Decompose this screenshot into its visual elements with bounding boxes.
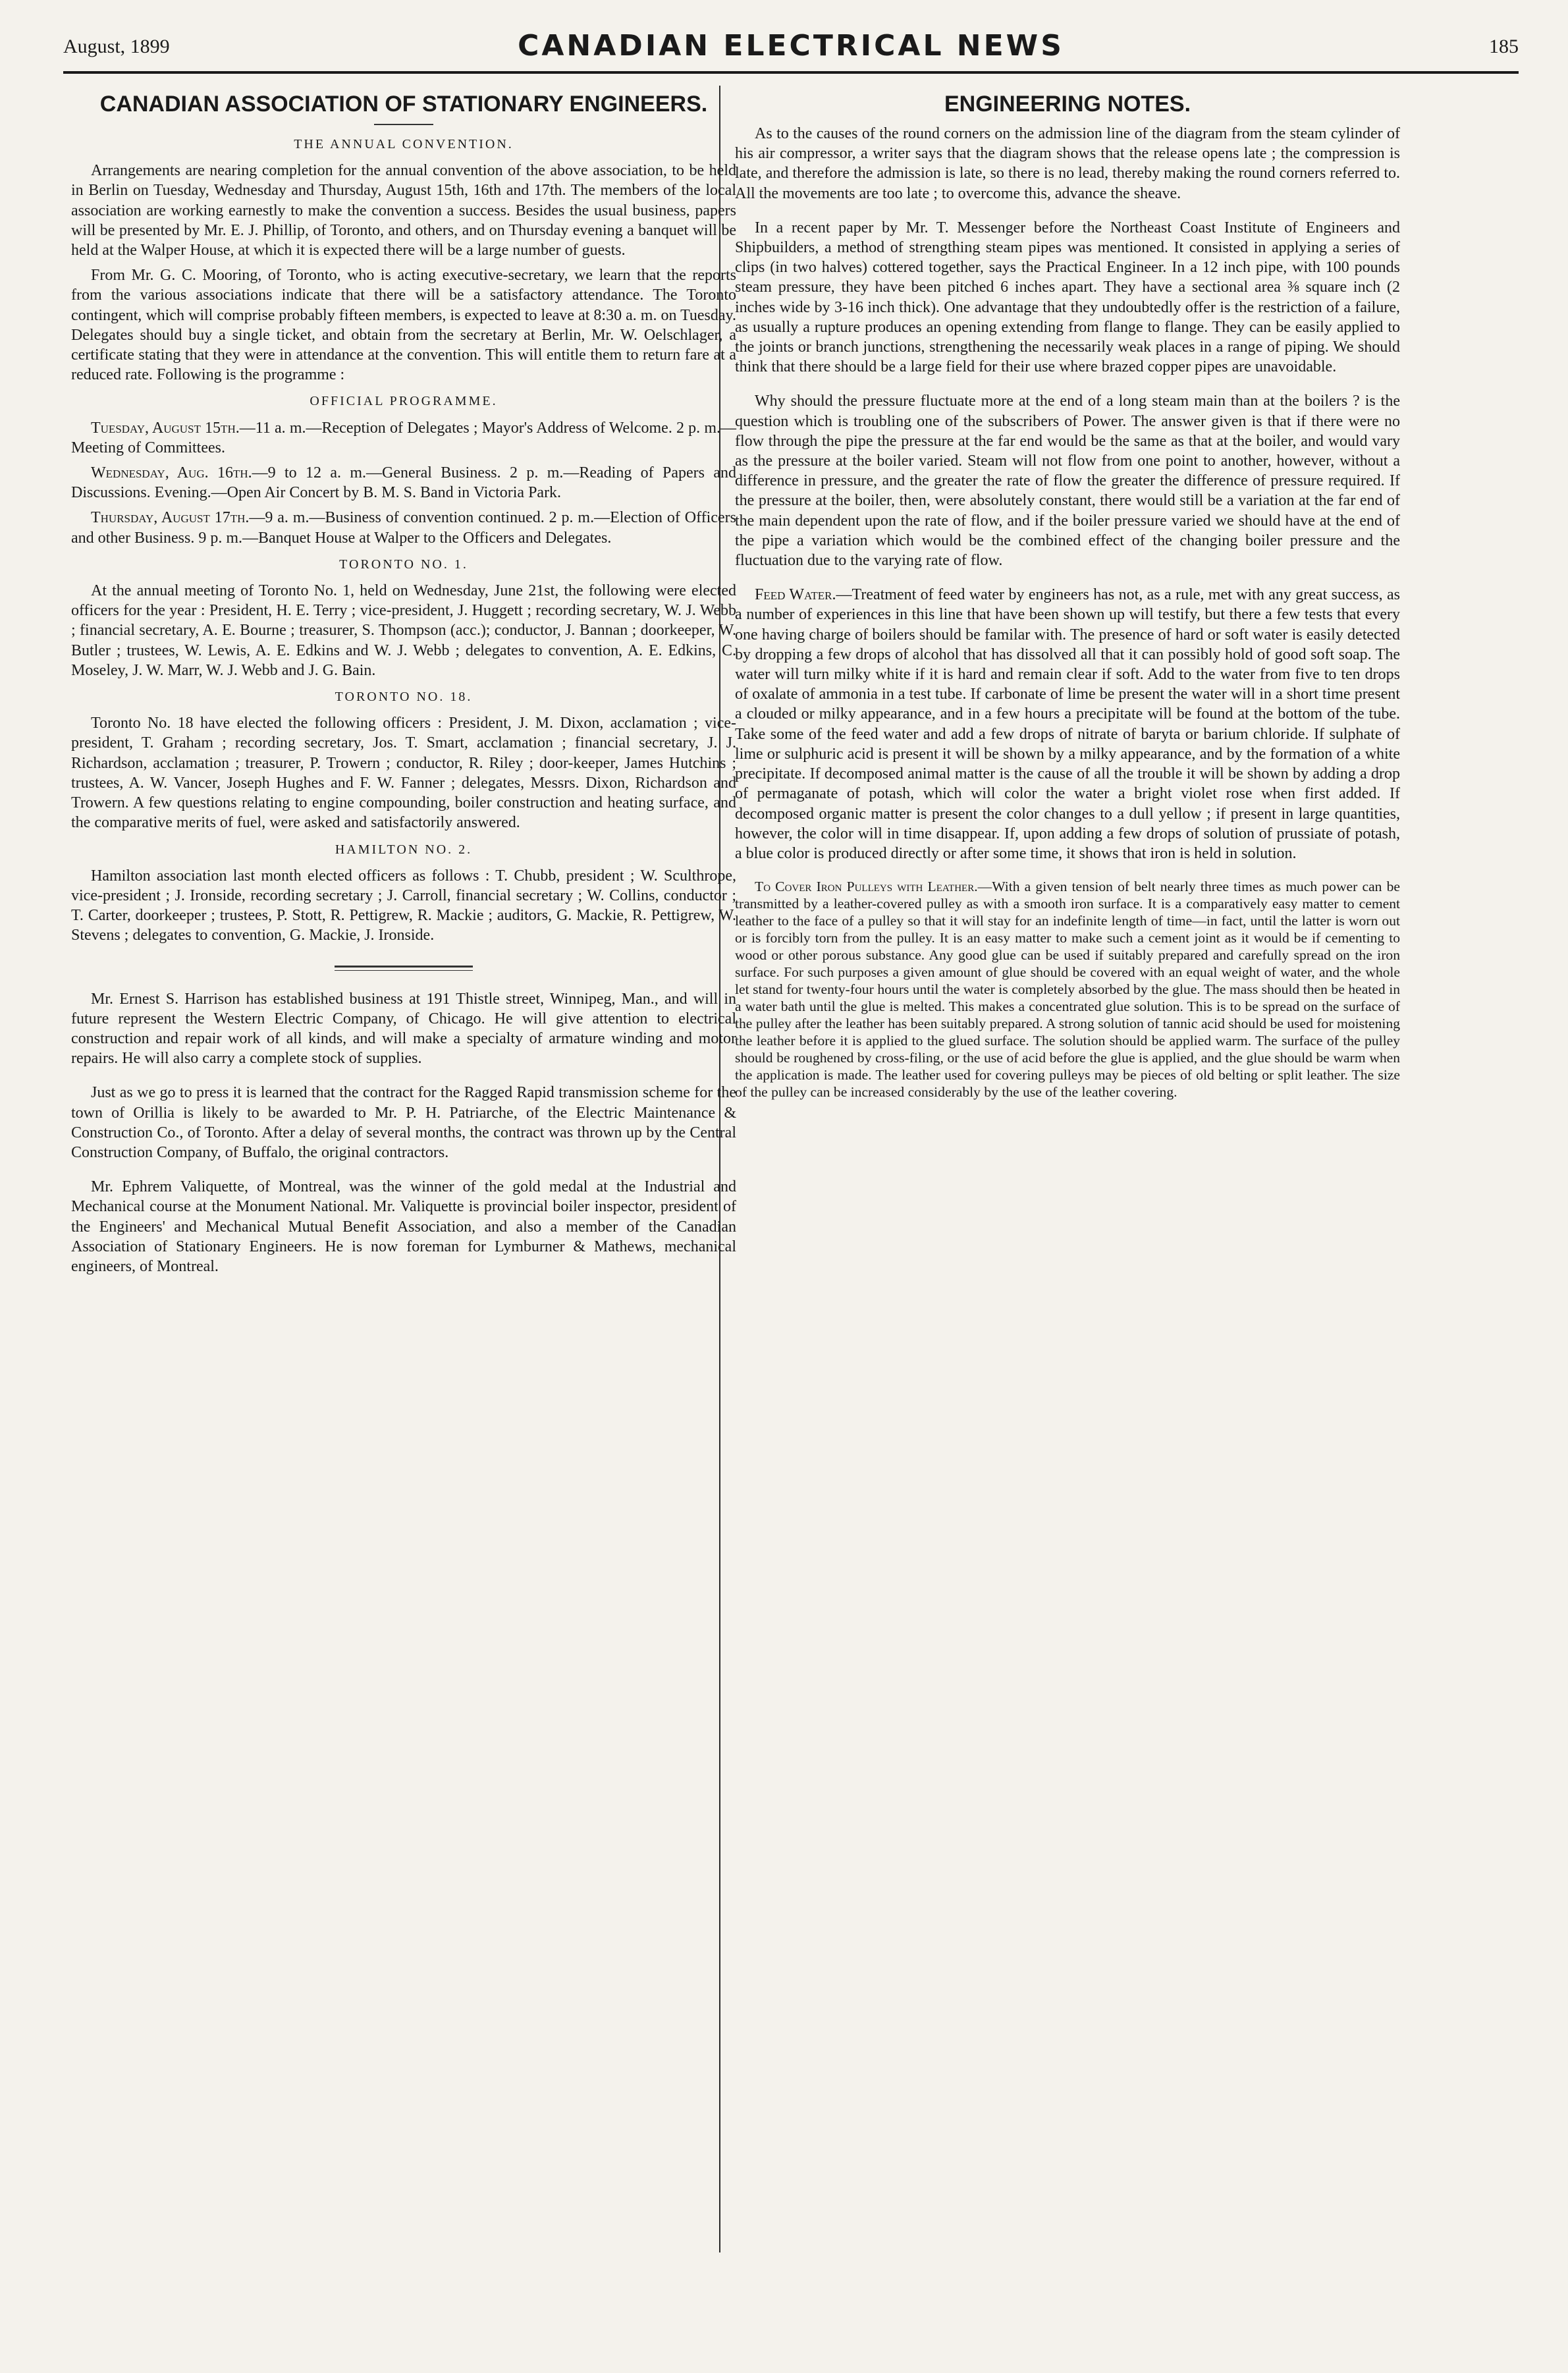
notes-paragraph-2: In a recent paper by Mr. T. Messenger before the Northeast Coast Institute of Engineers and Shipbuilders, a method of strengthing steam pipes was mentioned. It consisted in applying a series of clips (in two halves) cottered together, says the Practical Engineer. In a 12 inch pipe, with 100 pounds steam pressure, they have been pitched 6 inches apart. They have a sectional area ⅜ square inch (2 inches wide by 3-16 inch thick). One advantage that they undoubtedly offer is the restriction of a failure, as usually a rupture produces an opening extending from flange to flange. They can be easily applied to the joints or branch junctions, strengthening the necessarily weak places in a range of piping. We should think that there should be a large field for their use where brazed copper pipes are unavoidable. <box>735 219 1400 376</box>
subhead-toronto-1: TORONTO NO. 1. <box>339 557 468 572</box>
feed-water-text: —Treatment of feed water by engineers has not, as a rule, met with any great success, as a number of experiences in this line that have been shown up will testify, but there a few tests that every one having charge of boilers should be familar with. The presence of hard or soft water is easily detected by dropping a few drops of alcohol that has dissolved all that it can possibly hold of good soft soap. The water will turn milky white if it is hard and remain clear if soft. Add to the water from five to ten drops of oxalate of ammonia in a test tube. If carbonate of lime be present the water will in a short time present a clouded or milky appearance, and in a few hours a precipitate will be found at the bottom of the tube. Take some of the feed water and add a few drops of nitrate of baryta or barium chloride. If sulphate of lime or sulphuric acid is present it will be shown by a milky appearance, and by the formation of a white precipitate. If decomposed animal matter is the cause of all the trouble it will be shown by adding a drop of permaganate of potash, which will color the water a bright violet rose when first added. If decomposed organic matter is present the color changes to a dull yellow ; if present in large quantities, however, the color will in time disappear. If, upon adding a few drops of solution of prussiate of potash, a blue color is produced directly or after some time, it shows that iron is held in solution. <box>735 586 1400 862</box>
programme-wednesday-text: —9 to 12 a. m.—General Business. 2 p. m.—Reading of Papers and Discussions. Evening.—Open Air Concert by B. M. S. Band in Victoria Park. <box>71 464 737 502</box>
notes-paragraph-1: As to the causes of the round corners on the admission line of the diagram from the steam cylinder of his air compressor, a writer says that the diagram shows that the release opens late ; the compression is late, and therefore the admission is late, so there is no lead, thereby making the round corners referred to. All the movements are too late ; to overcome this, advance the sheave. <box>735 125 1400 202</box>
article-title-case: CANADIAN ASSOCIATION OF STATIONARY ENGINEERS. <box>99 92 708 117</box>
pulley-text: —With a given tension of belt nearly three times as much power can be transmitted by a leather-covered pulley as with a smooth iron surface. It is a comparatively easy matter to cement leather to the face of a pulley so that it will stay for an indefinite length of time—in fact, until the latter is worn out or is forcibly torn from the pulley. It is an easy matter to make such a cement joint as it would be if cementing to wood or other porous substance. Any good glue can be used if suitably prepared and carefully spread on the iron surface. For such purposes a given amount of glue should be covered with an equal weight of water, and the whole let stand for twenty-four hours until the water is completely absorbed by the glue. The mass should then be heated in a water bath until the glue is melted. This makes a concentrated glue solution. This is to be spread on the surface of the pulley after the leather has been suitably prepared. A strong solution of tannic acid should be used for moistening the leather before it is applied to the glued surface. The solution should be applied warm. The surface of the pulley should be roughened by cross-filing, or the use of acid before the glue is applied, and the glue should be warm when the application is made. The leather used for covering pulleys may be pieces of old belting or split leather. The size of the pulley can be increased considerably by the use of the leather covering. <box>735 879 1400 1101</box>
subhead-convention: THE ANNUAL CONVENTION. <box>294 137 514 151</box>
hamilton-2-paragraph: Hamilton association last month elected officers as follows : T. Chubb, president ; W. Sculthrope, vice-president ; J. Ironside, recording secretary ; J. Carroll, financial secretary ; W. Collins, conductor ; T. Carter, doorkeeper ; trustees, P. Stott, R. Pettigrew, R. Mackie ; auditors, G. Mackie, R. Pettigrew, W. Stevens ; delegates to convention, G. Mackie, J. Ironside. <box>71 867 736 944</box>
programme-tuesday-text: —11 a. m.—Reception of Delegates ; Mayor's Address of Welcome. 2 p. m.—Meeting of Committees. <box>71 419 736 456</box>
programme-wednesday <box>71 463 736 503</box>
toronto-18-paragraph: Toronto No. 18 have elected the following officers : President, J. M. Dixon, acclamation ; vice-president, T. Graham ; recording secretary, Jos. T. Smart, acclamation ; financial secretary, J. J. Richardson, acclamation ; treasurer, P. Trowern ; conductor, R. Riley ; door-keeper, James Hutchins ; trustees, A. W. Vancer, Joseph Hughes and F. W. Fanner ; delegates, Messrs. Dixon, Richardson and Trowern. A few questions relating to engine compounding, boiler construction and heating surface, and the comparative merits of fuel, were asked and satisfactorily answered. <box>71 715 736 832</box>
notes-paragraph-3: Why should the pressure fluctuate more at the end of a long steam main than at the boilers ? is the question which is troubling one of the subscribers of Power. The answer given is that if there were no flow through the pipe the pressure at the far end would be the same as that at the boiler, and would vary as the pressure at the boiler varied. Steam will not flow from one point to another, however, without a difference in pressure, and the greater the rate of flow the greater the difference of pressure required. If the pressure at the boiler, then, were absolutely constant, there would still be a variation at the far end of the main dependent upon the rate of flow, and if the boiler pressure varied we should have at the end of the pipe a variation which would be the combined effect of the changing boiler pressure and the fluctuation due to the varying rate of flow. <box>735 393 1400 570</box>
programme-wednesday-day: Wednesday, Aug. 16th. <box>91 464 252 482</box>
section-separator <box>335 966 473 971</box>
convention-paragraph-1: Arrangements are nearing completion for the annual convention of the above association, to be held in Berlin on Tuesday, Wednesday and Thursday, August 15th, 16th and 17th. The members of the local association are working earnestly to make the convention a success. Besides the usual business, papers will be presented by Mr. E. J. Phillip, of Toronto, and others, and on Thursday evening a banquet will be held at the Walper House, at which it is expected there will be a large number of guests. <box>71 162 736 259</box>
left-column <box>71 91 736 1282</box>
pulley-paragraph <box>735 878 1400 1101</box>
programme-thursday-text: —9 a. m.—Business of convention continued. 2 p. m.—Election of Officers and other Business. 9 p. m.—Banquet House at Walper to the Officers and Delegates. <box>71 509 736 547</box>
programme-thursday <box>71 508 736 547</box>
harrison-paragraph: Mr. Ernest S. Harrison has established business at 191 Thistle street, Winnipeg, Man., and will in future represent the Western Electric Company, of Chicago. He will give attention to electrical construction and repair work of all kinds, and will make a specialty of armature winding and motor repairs. He will also carry a complete stock of supplies. <box>71 990 736 1068</box>
programme-tuesday <box>71 418 736 458</box>
valiquette-paragraph: Mr. Ephrem Valiquette, of Montreal, was the winner of the gold medal at the Industrial and Mechanical course at the Monument National. Mr. Valiquette is provincial boiler inspector, president of the Engineers' and Mechanical Mutual Benefit Association, and also a member of the Canadian Association of Stationary Engineers. He is now foreman for Lymburner & Mathews, mechanical engineers, of Montreal. <box>71 1178 736 1275</box>
feed-water-paragraph <box>735 585 1400 863</box>
toronto-1-paragraph: At the annual meeting of Toronto No. 1, held on Wednesday, June 21st, the following were elected officers for the year : President, H. E. Terry ; vice-president, J. Huggett ; recording secretary, W. J. Webb ; financial secretary, A. E. Bourne ; treasurer, S. Thompson (acc.); conductor, J. Bannan ; doorkeeper, W. Butler ; trustees, W. Lewis, A. E. Edkins and W. J. Webb ; delegates to convention, A. E. Edkins, C. Moseley, J. W. Marr, W. J. Webb and J. G. Bain. <box>71 582 736 679</box>
feed-water-heading: Feed Water. <box>755 586 836 604</box>
convention-paragraph-2: From Mr. G. C. Mooring, of Toronto, who is acting executive-secretary, we learn that the reports from the various associations indicate that there will be a satisfactory attendance. The Toronto contingent, which will comprise probably fifteen members, is expected to leave at 8:30 a. m. on Tuesday. Delegates should buy a single ticket, and obtain from the secretary at Berlin, Mr. W. Oelschlager, a certificate stating that they were in attendance at the convention. This will entitle them to return fare at a reduced rate. Following is the programme : <box>71 267 736 384</box>
subhead-toronto-18: TORONTO NO. 18. <box>335 690 473 705</box>
subhead-hamilton-2: HAMILTON NO. 2. <box>335 842 473 857</box>
programme-thursday-day: Thursday, August 17th. <box>91 509 250 527</box>
masthead-title: CANADIAN ELECTRICAL NEWS <box>518 29 1064 63</box>
subhead-programme: OFFICIAL PROGRAMME. <box>310 394 498 409</box>
page-header <box>63 29 1519 68</box>
issue-date: August, 1899 <box>63 36 170 57</box>
orillia-paragraph: Just as we go to press it is learned that the contract for the Ragged Rapid transmission scheme for the town of Orillia is likely to be awarded to Mr. P. H. Patriarche, of the Electric Maintenance & Construction Co., of Toronto. After a delay of several months, the contract was thrown up by the Central Construction Company, of Buffalo, the original contractors. <box>71 1084 736 1161</box>
programme-tuesday-day: Tuesday, August 15th. <box>91 419 240 437</box>
pulley-heading: To Cover Iron Pulleys with Leather. <box>755 879 978 895</box>
header-rule <box>63 71 1519 74</box>
right-column <box>735 91 1400 1106</box>
title-rule <box>374 124 433 125</box>
page-number: 185 <box>1489 36 1519 57</box>
article-title-engineering-notes: ENGINEERING NOTES. <box>944 92 1191 117</box>
